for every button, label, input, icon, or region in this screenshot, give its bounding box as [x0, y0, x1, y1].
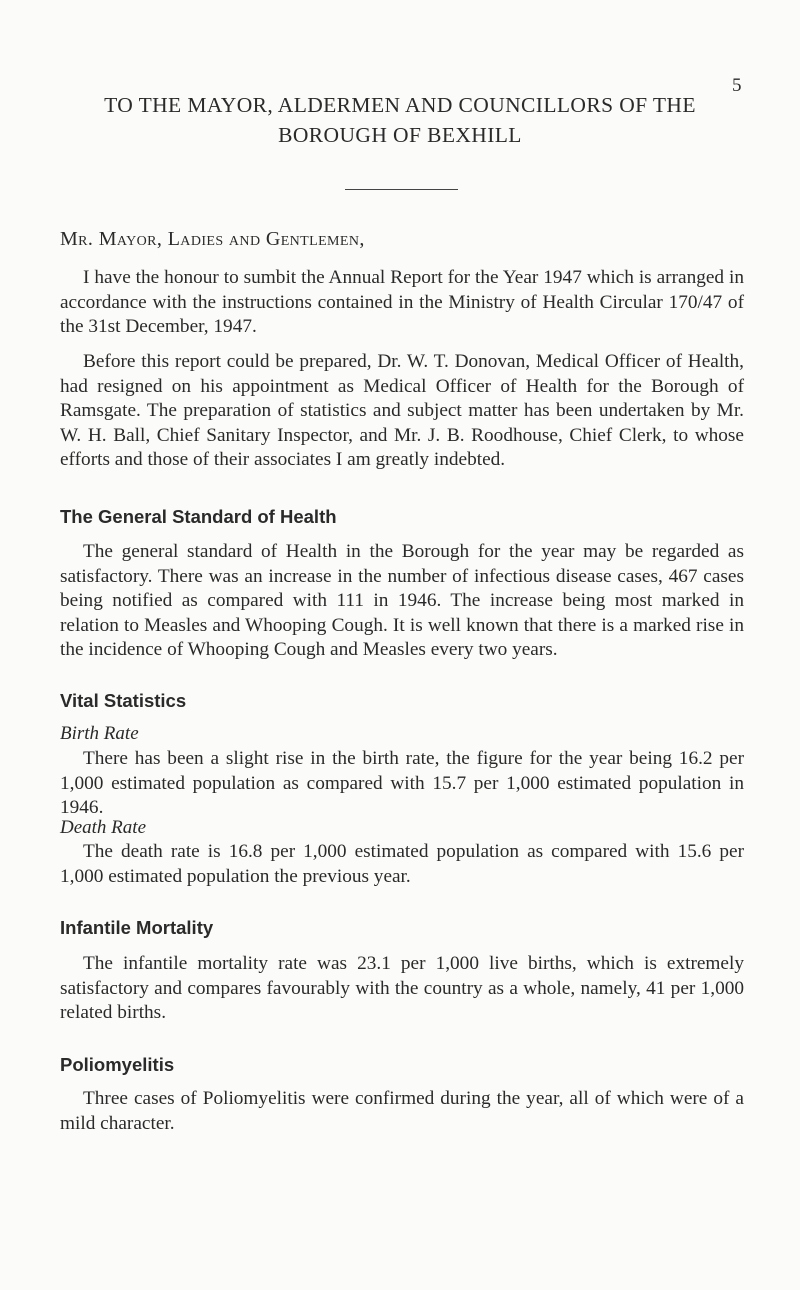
- title-line-1: TO THE MAYOR, ALDERMEN AND COUNCILLORS OF THE: [104, 93, 696, 117]
- poliomyelitis-paragraph: Three cases of Poliomyelitis were confirmed during the year, all of which were of a mild character.: [60, 1088, 744, 1134]
- death-rate-paragraph: The death rate is 16.8 per 1,000 estimated population as compared with 15.6 per 1,000 estimated population the previous year.: [60, 841, 744, 887]
- infantile-mortality-paragraph: The infantile mortality rate was 23.1 per 1,000 live births, which is extremely satisfactory and compares favourably with the country as a whole, namely, 41 per 1,000 related births.: [60, 953, 744, 1023]
- general-standard-paragraph: The general standard of Health in the Borough for the year may be regarded as satisfactory. There was an increase in the number of infectious disease cases, 467 cases being notified as compared with 111 in 1946. The increase being most marked in relation to Measles and Whooping Cough. It is well known that there is a marked rise in the incidence of Whooping Cough and Measles every two years.: [60, 541, 744, 660]
- section-heading-general-standard: The General Standard of Health: [60, 506, 337, 527]
- page-number: 5: [732, 75, 742, 96]
- section-heading-poliomyelitis: Poliomyelitis: [60, 1054, 175, 1075]
- subheading-death-rate: Death Rate: [60, 817, 147, 838]
- title-line-2: BOROUGH OF BEXHILL: [278, 123, 522, 147]
- subheading-birth-rate: Birth Rate: [60, 723, 139, 744]
- section-heading-vital-statistics: Vital Statistics: [60, 690, 187, 711]
- birth-rate-paragraph: There has been a slight rise in the birth rate, the figure for the year being 16.2 per 1,000 estimated population as compared with 15.7 per 1,000 estimated population in 1946.: [60, 748, 744, 818]
- intro-paragraph-1: I have the honour to sumbit the Annual Report for the Year 1947 which is arranged in accordance with the instructions contained in the Ministry of Health Circular 170/47 of the 31st December, 1947.: [60, 267, 744, 337]
- title-divider: [345, 189, 458, 190]
- section-heading-infantile-mortality: Infantile Mortality: [60, 917, 214, 938]
- salutation: Mr. Mayor, Ladies and Gentlemen,: [60, 228, 365, 250]
- intro-paragraph-2: Before this report could be prepared, Dr. W. T. Donovan, Medical Officer of Health, had resigned on his appointment as Medical Officer of Health for the Borough of Ramsgate. The preparation of statistics and subject matter has been undertaken by Mr. W. H. Ball, Chief Sanitary Inspector, and Mr. J. B. Roodhouse, Chief Clerk, to whose efforts and those of their associates I am greatly indebted.: [60, 351, 744, 470]
